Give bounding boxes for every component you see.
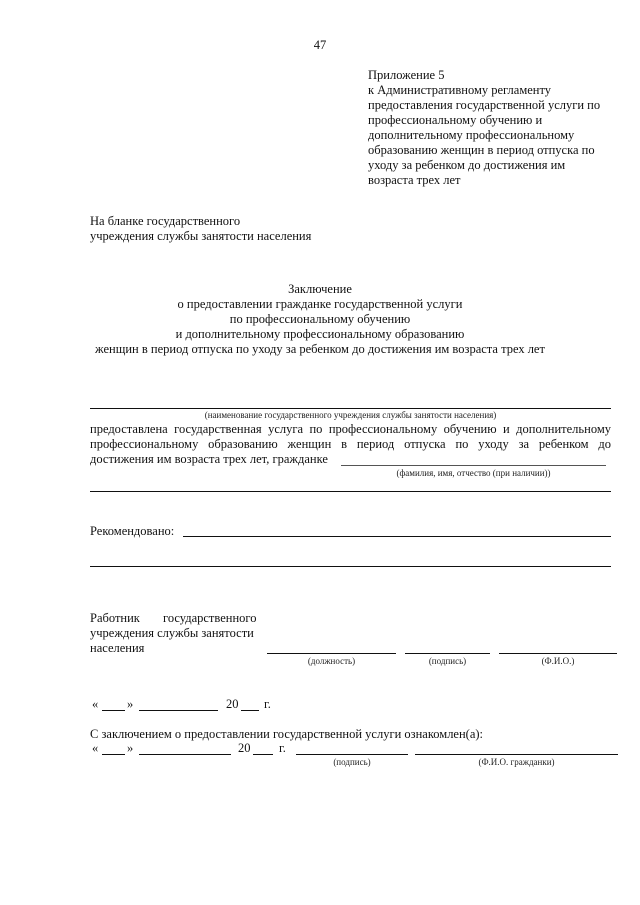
appendix-line: к Административному регламенту bbox=[368, 83, 552, 97]
worker-line: учреждения службы занятости bbox=[90, 626, 254, 640]
signature-field[interactable] bbox=[405, 653, 490, 654]
body-line: достижения им возраста трех лет, гражданке bbox=[90, 452, 328, 466]
date-month-field[interactable] bbox=[139, 710, 218, 711]
appendix-line: уходу за ребенком до достижения им bbox=[368, 158, 566, 172]
signature-field[interactable] bbox=[296, 754, 408, 755]
page-number: 47 bbox=[313, 38, 327, 52]
heading-line: женщин в период отпуска по уходу за ребенком до достижения им возраста трех лет bbox=[95, 342, 545, 356]
appendix-block bbox=[368, 68, 618, 188]
signature-caption: (подпись) bbox=[428, 656, 467, 666]
fio-caption: (фамилия, имя, отчество (при наличии)) bbox=[396, 468, 551, 478]
appendix-line: дополнительному профессиональному bbox=[368, 128, 575, 142]
date-quote-close: » bbox=[127, 741, 134, 755]
date-day-field[interactable] bbox=[102, 710, 125, 711]
signature-caption: (подпись) bbox=[333, 757, 371, 767]
letterhead-line: учреждения службы занятости населения bbox=[90, 229, 312, 243]
heading-line: по профессиональному обучению bbox=[229, 312, 411, 326]
fio-caption: (Ф.И.О. гражданки) bbox=[478, 757, 555, 767]
appendix-line: образованию женщин в период отпуска по bbox=[368, 143, 595, 157]
date-year-suffix: г. bbox=[279, 741, 286, 755]
body-line: предоставлена государственная услуга по профессиональному обучению и дополнительному bbox=[90, 422, 611, 436]
date-year-prefix: 20 bbox=[226, 697, 239, 711]
heading-line: о предоставлении гражданке государственной услуги bbox=[177, 297, 463, 311]
fio-field[interactable] bbox=[499, 653, 617, 654]
fio-caption: (Ф.И.О.) bbox=[541, 656, 575, 666]
date-quote-open: « bbox=[92, 697, 99, 711]
date-day-field[interactable] bbox=[102, 754, 125, 755]
letterhead-line: На бланке государственного bbox=[90, 214, 241, 228]
fio-field[interactable] bbox=[341, 465, 606, 466]
institution-caption: (наименование государственного учреждения службы занятости населения) bbox=[204, 410, 497, 420]
worker-line: Работник bbox=[90, 611, 140, 625]
body-line: профессиональному образованию женщин в период отпуска по уходу за ребенком до bbox=[90, 437, 611, 451]
document-title: Заключение bbox=[288, 282, 352, 296]
worker-line: государственного bbox=[163, 611, 257, 625]
appendix-line: предоставления государственной услуги по bbox=[368, 98, 601, 112]
institution-name-field[interactable] bbox=[90, 408, 611, 409]
fio-field[interactable] bbox=[415, 754, 618, 755]
date-quote-close: » bbox=[127, 697, 134, 711]
recommended-field-2[interactable] bbox=[90, 566, 611, 567]
appendix-line: профессиональному обучению и bbox=[368, 113, 543, 127]
date-quote-open: « bbox=[92, 741, 99, 755]
date-year-field[interactable] bbox=[253, 754, 273, 755]
date-month-field[interactable] bbox=[139, 754, 231, 755]
date-year-field[interactable] bbox=[241, 710, 259, 711]
appendix-title: Приложение 5 bbox=[368, 68, 445, 82]
date-year-suffix: г. bbox=[264, 697, 271, 711]
heading-line: и дополнительному профессиональному образованию bbox=[175, 327, 465, 341]
worker-line: населения bbox=[90, 641, 145, 655]
acquainted-label: С заключением о предоставлении государственной услуги ознакомлен(а): bbox=[90, 727, 484, 741]
continuation-line[interactable] bbox=[90, 491, 611, 492]
recommended-field[interactable] bbox=[183, 536, 611, 537]
recommended-label: Рекомендовано: bbox=[90, 524, 175, 538]
document-heading bbox=[60, 282, 580, 357]
letterhead-note bbox=[90, 214, 350, 244]
date-year-prefix: 20 bbox=[238, 741, 251, 755]
position-field[interactable] bbox=[267, 653, 396, 654]
appendix-line: возраста трех лет bbox=[368, 173, 461, 187]
position-caption: (должность) bbox=[307, 656, 356, 666]
